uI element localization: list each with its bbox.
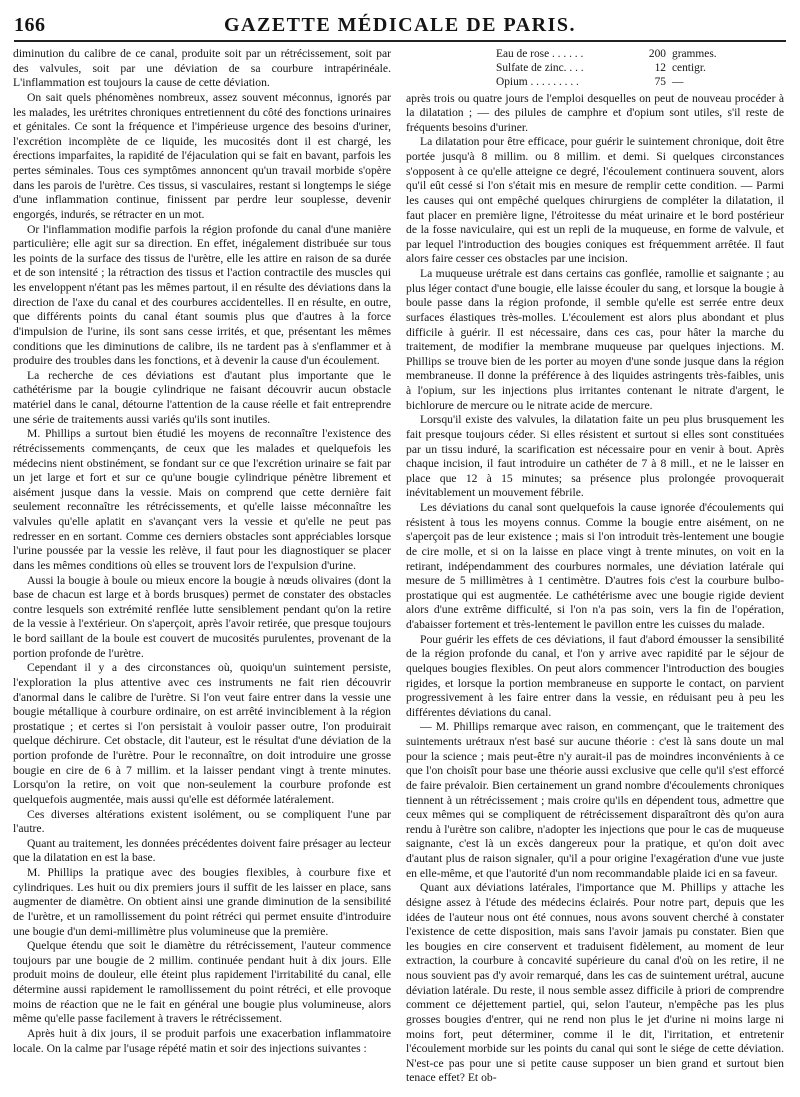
paragraph: Aussi la bougie à boule ou mieux encore la bougie à nœuds olivaires (dont la base de chacun est large et à bords brusques) permet de constater des obstacles contre lesquels son extrémité renflée lutte sensiblement pendant qu'on la retire de la vessie à l'extérieur. On s'aperçoit, après l'avoir retirée, que presque toujours le bord saillant de la boule est couvert de mucosités purulentes, provenant de la portion profonde de l'urètre.	[13, 573, 391, 660]
paragraph: Ces diverses altérations existent isolément, ou se compliquent l'une par l'autre.	[13, 807, 391, 836]
left-column	[13, 47, 391, 1093]
paragraph: Après huit à dix jours, il se produit parfois une exacerbation inflammatoire locale. On la calme par l'usage répété matin et soir des injections suivantes :	[13, 1026, 391, 1055]
paragraph: Les déviations du canal sont quelquefois la cause ignorée d'écoulements qui résistent à tous les moyens connus. Comme la bougie entre aisément, on ne s'aperçoit pas de leur existence ; mais si l'on introduit très-lentement une bougie de cire molle, et si on la laisse en place vingt à trente minutes, on voit en la retirant, indépendamment des courbures normales, une déviation latérale qui mesure de 5 millimètres à 1 centimètre. D'autres fois c'est la courbure bulbo-prostatique qui est augmentée. Le cathétérisme avec une bougie rigide devient alors d'une extrême difficulté, si l'on n'a pas soin, vers la fin de l'opération, d'abaisser fortement et très-lentement le pavillon entre les cuisses du malade.	[406, 501, 784, 632]
paragraph: La recherche de ces déviations est d'autant plus importante que le cathétérisme par la bougie cylindrique ne faisant découvrir aucun obstacle matériel dans le canal, détourne l'attention de la cause réelle et fait entreprendre une série de traitements aussi variés qu'ils sont inutiles.	[13, 368, 391, 426]
formula-row	[496, 61, 726, 75]
formula-ingredient: Eau de rose . . . . . .	[496, 48, 584, 60]
formula-quantity: 200	[648, 48, 666, 60]
page-number: 166	[14, 14, 46, 36]
paragraph: La muqueuse urétrale est dans certains cas gonflée, ramollie et saignante ; au plus léger contact d'une bougie, elle laisse écouler du sang, et lorsque la bougie à boule passe dans la région profonde, il semble qu'elle est serrée entre deux surfaces élastiques très-molles. L'écoulement est alors plus abondant et plus difficile à guérir. Il est nécessaire, dans ces cas, pour hâter la marche du traitement, de modifier la membrane muqueuse par quelques injections. M. Phillips se trouve bien de les porter au moyen d'une sonde jusque dans la région membraneuse. Il donne la préférence à des liquides astringents très-faibles, unis à l'opium, sur les injections plus irritantes contenant le nitrate d'argent, le bichlorure de mercure ou le nitrate acide de mercure.	[406, 267, 784, 412]
right-column	[406, 47, 784, 1093]
formula-unit: centigr.	[672, 62, 706, 75]
prescription-formula	[496, 47, 726, 90]
formula-unit: —	[672, 76, 684, 89]
journal-title: GAZETTE MÉDICALE DE PARIS.	[223, 14, 577, 36]
paragraph: — M. Phillips remarque avec raison, en commençant, que le traitement des suintements urétraux n'est basé sur aucune théorie : c'est là sans doute un mal pour la science ; mais peut-être n'y aurait-il pas de moindres inconvénients à ce que l'on choisît pour base une théorie aussi exclusive que celle qu'il s'est efforcé de faire prévaloir. Bien certainement un grand nombre d'écoulements chroniques tiennent à un rétrécissement ; mais croire qu'ils en dépendent tous, admettre que ceux mêmes qui se compliquent de rétrécissement disparaîtront dès qu'on aura rendu à l'urètre son calibre, n'adopter les injections que pour le cas de muqueuse saignante, c'est là un excès dangereux pour la pratique, et qu'on doit avec d'autant plus de raison signaler, qu'il a pour origine l'exagération d'une vue juste en elle-même, et que l'autorité d'un nom recommandable plaide ici en sa faveur.	[406, 720, 784, 880]
formula-quantity: 12	[654, 62, 666, 75]
paragraph: Cependant il y a des circonstances où, quoiqu'un suintement persiste, l'exploration la plus attentive avec ces instruments ne fait rien découvrir d'anormal dans le calibre de l'urètre. Si l'on veut faire entrer dans la vessie une bougie métallique à courbure ordinaire, on est arrêté invinciblement à la région prostatique ; et certes si l'on persistait à vouloir passer outre, l'on produirait quelque déchirure. Cet obstacle, dit l'auteur, est le résultat d'une déviation de la portion profonde de l'urètre. Pour le reconnaître, on doit introduire une grosse bougie en cire de 6 à 7 millim. et la laisser pendant vingt à trente minutes. Lorsqu'on la retire, on voit que non-seulement la courbure profonde est quelquefois augmentée, mais aussi qu'elle est déformée latéralement.	[13, 661, 391, 806]
paragraph: après trois ou quatre jours de l'emploi desquelles on peut de nouveau procéder à la dilatation ; — des pilules de camphre et d'opium sont utiles, s'il reste de fréquents besoins d'uriner.	[406, 91, 784, 134]
paragraph: On sait quels phénomènes nombreux, assez souvent méconnus, ignorés par les malades, les urétrites chroniques entretiennent du côté des fonctions urinaires et génitales. Ce sont la fréquence et l'impérieuse urgence des besoins d'uriner, l'excrétion incomplète de ce liquide, les mucosités dont il est chargé, les érections imparfaites, la rapidité de l'éjaculation qui se fait en bavant, parfois les pertes séminales. Tous ces symptômes annoncent qu'un travail morbide s'opère dans les parois de l'urètre. Ces tissus, si vasculaires, restant si longtemps le siége d'une inflammation continue, finissent par perdre leur souplesse, devenir engorgés, indurés, se rétracter en un mot.	[13, 90, 391, 221]
formula-row	[496, 47, 726, 61]
paragraph: Or l'inflammation modifie parfois la région profonde du canal d'une manière particulière; elle agit sur sa direction. En effet, inégalement distribuée sur tous les points de la surface des tissus de l'urètre, elle les attire en raison de sa durée et de son intensité ; la rétraction des tissus et l'action contractile des muscles qui les enveloppent n'étant pas les mêmes partout, il en résulte des déviations dans la direction de l'axe du canal et des courbures accidentelles. Il en résulte, en outre, que différents points du canal étant soumis plus que d'autres à la force d'impulsion de l'urine, ils sont sans cesse irrités, et que, présentant les mêmes conditions que les diminutions de calibre, ils ne tardent pas à s'enflammer et à produire des troubles dans les fonctions, et à devenir la cause d'un écoulement.	[13, 222, 391, 368]
paragraph: Quant au traitement, les données précédentes doivent faire présager au lecteur que la dilatation en est la base.	[13, 836, 391, 865]
paragraph: Quelque étendu que soit le diamètre du rétrécissement, l'auteur commence toujours par une bougie de 2 millim. continuée pendant huit à dix jours. Elle produit moins de douleur, elle éteint plus rapidement l'irritabilité du canal, elle détermine aussi rapidement le ramollissement du point rétréci, et elle provoque moins de réaction que ne le fait en général une bougie plus volumineuse, alors même qu'elle passe facilement à travers le rétrécissement.	[13, 939, 391, 1026]
paragraph: Lorsqu'il existe des valvules, la dilatation faite un peu plus brusquement les fait presque toujours céder. Si elles résistent et surtout si elles sont constituées par un tissu induré, la scarification est nécessaire pour en venir à bout. Après chaque incision, il faut introduire un cathéter de 7 à 8 mill., et ne le laisser en place que 12 à 15 minutes; sa présence plus prolongée provoquerait inévitablement un mouvement fébrile.	[406, 413, 784, 500]
paragraph: M. Phillips la pratique avec des bougies flexibles, à courbure fixe et cylindriques. Les huit ou dix premiers jours il suffit de les laisser en place, sans augmenter de diamètre. On obtient ainsi une grande diminution de la sensibilité de l'urètre, et un ramollissement du point rétréci qui permet ensuite d'introduire une bougie d'un demi-millimètre plus volumineuse que la première.	[13, 866, 391, 938]
paragraph: La dilatation pour être efficace, pour guérir le suintement chronique, doit être portée jusqu'à 8 millim. ou 8 millim. et demi. Si quelques circonstances s'opposent à ce qu'elle atteigne ce degré, l'écoulement continuera souvent, alors qu'il eût cessé si l'on s'était mis en mesure de remplir cette condition. — Parmi les causes qui ont empêché quelques chirurgiens de compléter la dilatation, il faut placer en première ligne, l'étroitesse du méat urinaire et le bord postérieur de la fosse naviculaire, qui est un repli de la muqueuse, en forme de valvule, et par lequel l'introduction des bougies coniques est fréquemment arrêtée. Il faut alors faire cesser ces obstacles par une incision.	[406, 135, 784, 266]
paragraph: M. Phillips a surtout bien étudié les moyens de reconnaître l'existence des rétrécissements commençants, de ceux que les malades et quelquefois les médecins nient obstinément, se fondant sur ce que l'excrétion urinaire se fait par un jet large et fort et sur ce qu'une bougie cylindrique pénètre librement et aisément jusque dans la vessie. Mais on comprend que cette dernière fait seulement reconnaître les rétrécissements, et qu'elle laisse méconnaître les valvules qu'elle aplatit en s'avançant vers la vessie et qu'elle ne peut pas redresser en en sortant. Comme ces derniers obstacles sont appréciables lorsque l'urine poussée par la vessie les relève, il faut pour les diagnostiquer se placer dans les mêmes conditions où elles se trouvent lors de l'expulsion d'urine.	[13, 427, 391, 572]
formula-quantity: 75	[654, 76, 666, 89]
paragraph: diminution du calibre de ce canal, produite soit par un rétrécissement, soit par des valvules, soit par une déviation de sa courbure intrapérinéale. L'inflammation est toujours la cause de cette déviation.	[13, 47, 391, 90]
page-header	[14, 14, 786, 42]
formula-ingredient: Opium . . . . . . . . .	[496, 76, 579, 89]
paragraph: Pour guérir les effets de ces déviations, il faut d'abord émousser la sensibilité de la région profonde du canal, et l'on y arrive avec rapidité par le séjour de quelques bougies flexibles. On peut alors commencer l'introduction des bougies rigides, et lorsque la portion membraneuse en supporte le contact, on parvient progressivement à les faire entrer dans la vessie, en réduisant peu à peu les différentes déviations du canal.	[406, 632, 784, 719]
formula-unit: grammes.	[672, 48, 717, 60]
formula-ingredient: Sulfate de zinc. . . .	[496, 62, 584, 75]
formula-row	[496, 75, 726, 89]
paragraph: Quant aux déviations latérales, l'importance que M. Phillips y attache les désigne assez à l'étude des médecins éclairés. Pour notre part, depuis que les idées de l'auteur nous ont été connues, nous avons souvent cherché à constater l'existence de cette disposition, mais sans l'avoir jamais pu constater. Bien que les bougies en cire conservent et traduisent fidèlement, au moment de leur extraction, la courbure à concavité supérieure du canal d'où on les retire, il ne nous souvient pas d'y avoir remarqué, dans les cas de suintement urétral, aucune déviation latérale. Du reste, il nous semble assez difficile à priori de comprendre comment ce déjettement partiel, qui, selon l'auteur, n'empêche pas les plus grosses bougies d'entrer, qui ne rend non plus le jet d'urine ni moins large ni moins fort, peut déterminer, comme il le dit, l'irritation, et entretenir l'écoulement morbide sur les points du canal qui sont le siége de cette déviation. N'est-ce pas pour une si petite cause supposer un bien grand et surtout bien tenace effet? Et ob-	[406, 881, 784, 1085]
